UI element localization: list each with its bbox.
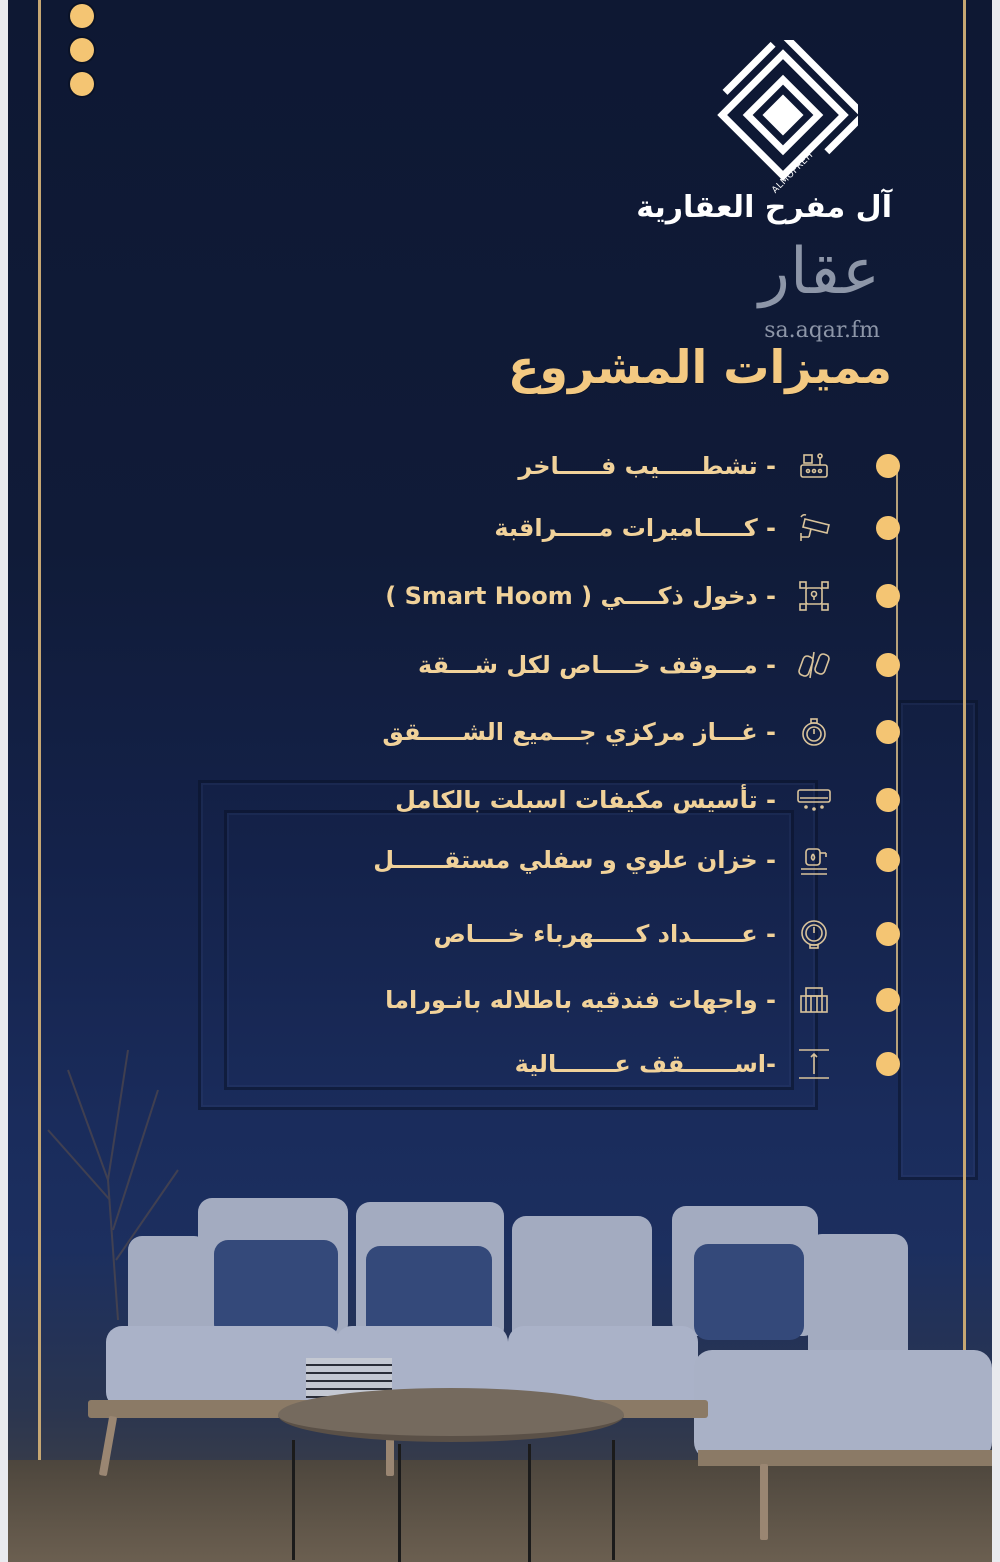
timeline-dot: [876, 922, 900, 946]
timeline-dot: [876, 516, 900, 540]
table-leg: [612, 1440, 615, 1560]
table-leg: [398, 1444, 401, 1562]
feature-item: [348, 1044, 928, 1084]
feature-text: - غـــاز مركزي جـــميع الشـــــقق: [382, 718, 776, 746]
watermark-url: sa.aqar.fm: [764, 318, 880, 343]
section-title: مميزات المشروع: [507, 340, 892, 394]
feature-text: - كـــــاميرات مـــــراقبة: [494, 514, 776, 542]
feature-text: - واجهات فندقيه باطلاله بانـوراما: [385, 986, 776, 1014]
kitchen-icon: [796, 450, 832, 482]
feature-item: [348, 508, 928, 548]
feature-item: [348, 840, 928, 880]
feature-text: - تشطـــــيب فـــــاخر: [518, 452, 776, 480]
sofa-chaise: [694, 1350, 992, 1460]
smart-lock-icon: [796, 580, 832, 612]
ceiling-height-icon: [796, 1048, 832, 1080]
feature-text: - مـــوقف خــــاص لكل شـــقة: [417, 651, 776, 679]
dot: [70, 38, 94, 62]
table-leg: [528, 1444, 531, 1562]
table-leg: [292, 1440, 295, 1560]
feature-text: -اســــــقف عـــــــالية: [514, 1050, 776, 1078]
feature-text: - عــــــداد كـــــهرباء خــــاص: [433, 920, 776, 948]
brand-name: آل مفرح العقارية: [636, 190, 892, 225]
air-conditioner-icon: [796, 784, 832, 816]
parking-icon: [796, 649, 832, 681]
timeline-dot: [876, 584, 900, 608]
water-tank-icon: [796, 844, 832, 876]
blue-throw-pillow: [214, 1240, 338, 1338]
watermark-arabic: عقار: [759, 235, 880, 309]
timeline-dot: [876, 653, 900, 677]
living-room-photo: [8, 1150, 992, 1562]
decorative-dots: [70, 4, 94, 106]
chaise-frame: [698, 1450, 992, 1466]
feature-item: [348, 446, 928, 486]
timeline-dot: [876, 848, 900, 872]
security-camera-icon: [796, 512, 832, 544]
dot: [70, 72, 94, 96]
feature-item: [348, 712, 928, 752]
timeline-dot: [876, 788, 900, 812]
logo-caption: ALMOFREH: [770, 150, 816, 196]
electric-meter-icon: [796, 918, 832, 950]
poster: [8, 0, 992, 1562]
blue-throw-pillow: [694, 1244, 804, 1340]
almofreh-logo-icon: [708, 40, 858, 190]
feature-item: [348, 576, 928, 616]
feature-item: [348, 645, 928, 685]
rug: [8, 1460, 992, 1562]
feature-item: [348, 914, 928, 954]
feature-text: - خزان علوي و سفلي مستقــــــل: [373, 846, 776, 874]
building-facade-icon: [796, 984, 832, 1016]
feature-item: [348, 780, 928, 820]
sofa-leg: [760, 1464, 768, 1540]
timeline-dot: [876, 1052, 900, 1076]
gas-meter-icon: [796, 716, 832, 748]
sofa-side-cushion: [808, 1234, 908, 1364]
dot: [70, 4, 94, 28]
timeline-dot: [876, 988, 900, 1012]
feature-item: [348, 980, 928, 1020]
feature-text: - دخول ذكــــي ( Smart Hoom ): [385, 582, 776, 610]
timeline-dot: [876, 454, 900, 478]
feature-text: - تأسيس مكيفات اسبلت بالكامل: [395, 786, 776, 814]
coffee-table: [278, 1388, 624, 1442]
sofa-seat: [106, 1326, 340, 1408]
timeline-line: [896, 466, 898, 1066]
timeline-dot: [876, 720, 900, 744]
